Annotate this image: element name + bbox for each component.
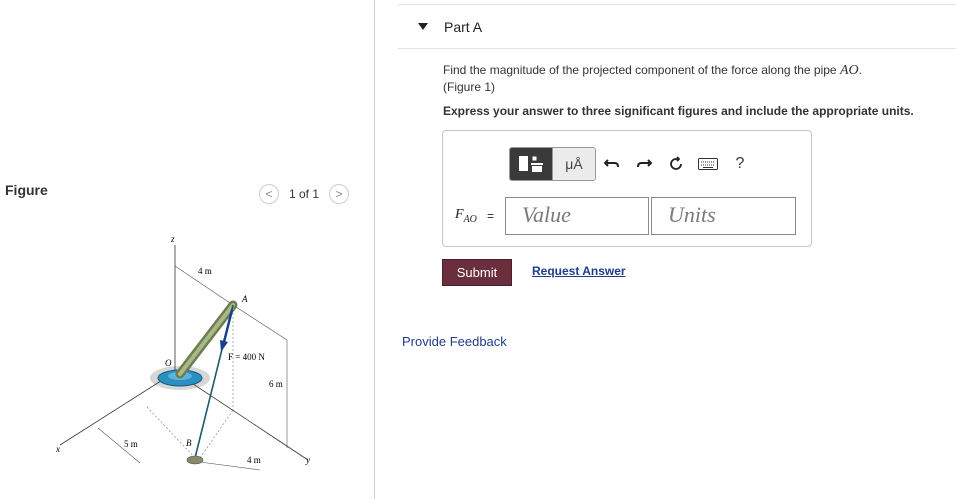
force-arrowhead <box>220 340 228 352</box>
figure-title: Figure <box>5 182 48 198</box>
dim-y-label: 4 m <box>247 455 261 465</box>
figure-link[interactable]: (Figure 1) <box>443 80 496 94</box>
axis-y-label: y <box>306 455 310 465</box>
redo-icon[interactable] <box>628 148 660 180</box>
provide-feedback-link[interactable]: Provide Feedback <box>402 334 507 349</box>
equals-sign: = <box>487 209 495 223</box>
x-axis <box>60 372 175 445</box>
question-text <box>443 62 862 95</box>
templates-button[interactable] <box>510 148 552 180</box>
templates-icon <box>516 153 546 175</box>
label-main: F <box>455 207 464 222</box>
instruction-text: Express your answer to three significant figures and include the appropriate units. <box>443 104 914 118</box>
point-b-label: B <box>186 438 192 448</box>
ground-dash-3 <box>147 407 195 458</box>
point-o-label: O <box>165 358 172 368</box>
undo-icon[interactable] <box>596 148 628 180</box>
dim-height-top <box>233 305 287 340</box>
anchor-b <box>187 456 203 464</box>
part-header[interactable] <box>398 4 956 49</box>
figure-panel <box>0 0 374 499</box>
y-axis <box>175 372 308 460</box>
answer-label <box>455 207 477 225</box>
question-body: Find the magnitude of the projected component of the force along the pipe <box>443 63 837 77</box>
figure-diagram <box>50 230 330 490</box>
dim-height-label: 6 m <box>269 379 283 389</box>
axis-x-label: x <box>56 444 60 454</box>
keyboard-icon[interactable] <box>692 148 724 180</box>
part-title: Part A <box>444 19 483 35</box>
request-answer-link[interactable]: Request Answer <box>532 264 626 278</box>
help-button[interactable]: ? <box>735 155 745 172</box>
force-label: F = 400 N <box>228 352 265 362</box>
dim-top-label: 4 m <box>198 266 212 276</box>
question-end: . <box>858 63 862 77</box>
pane-divider <box>374 0 375 499</box>
next-figure-button[interactable]: > <box>329 184 349 204</box>
question-variable: AO <box>839 63 859 78</box>
reset-icon[interactable] <box>660 148 692 180</box>
axis-z-label: z <box>171 234 175 244</box>
collapse-caret-icon[interactable] <box>418 23 428 30</box>
submit-button[interactable]: Submit <box>442 259 512 286</box>
prev-figure-button[interactable]: < <box>259 184 279 204</box>
template-button-group <box>509 147 596 181</box>
point-a-label: A <box>242 294 248 304</box>
value-input[interactable]: Value <box>505 197 649 235</box>
pager-text: 1 of 1 <box>289 187 320 201</box>
units-input[interactable]: Units <box>651 197 796 235</box>
figure-pager <box>259 183 349 205</box>
units-button[interactable]: μÅ <box>552 148 595 180</box>
answer-box <box>442 130 812 247</box>
label-sub: AO <box>463 213 477 225</box>
dim-x-label: 5 m <box>124 439 138 449</box>
math-toolbar <box>509 147 756 181</box>
ground-dash-2 <box>233 410 280 442</box>
